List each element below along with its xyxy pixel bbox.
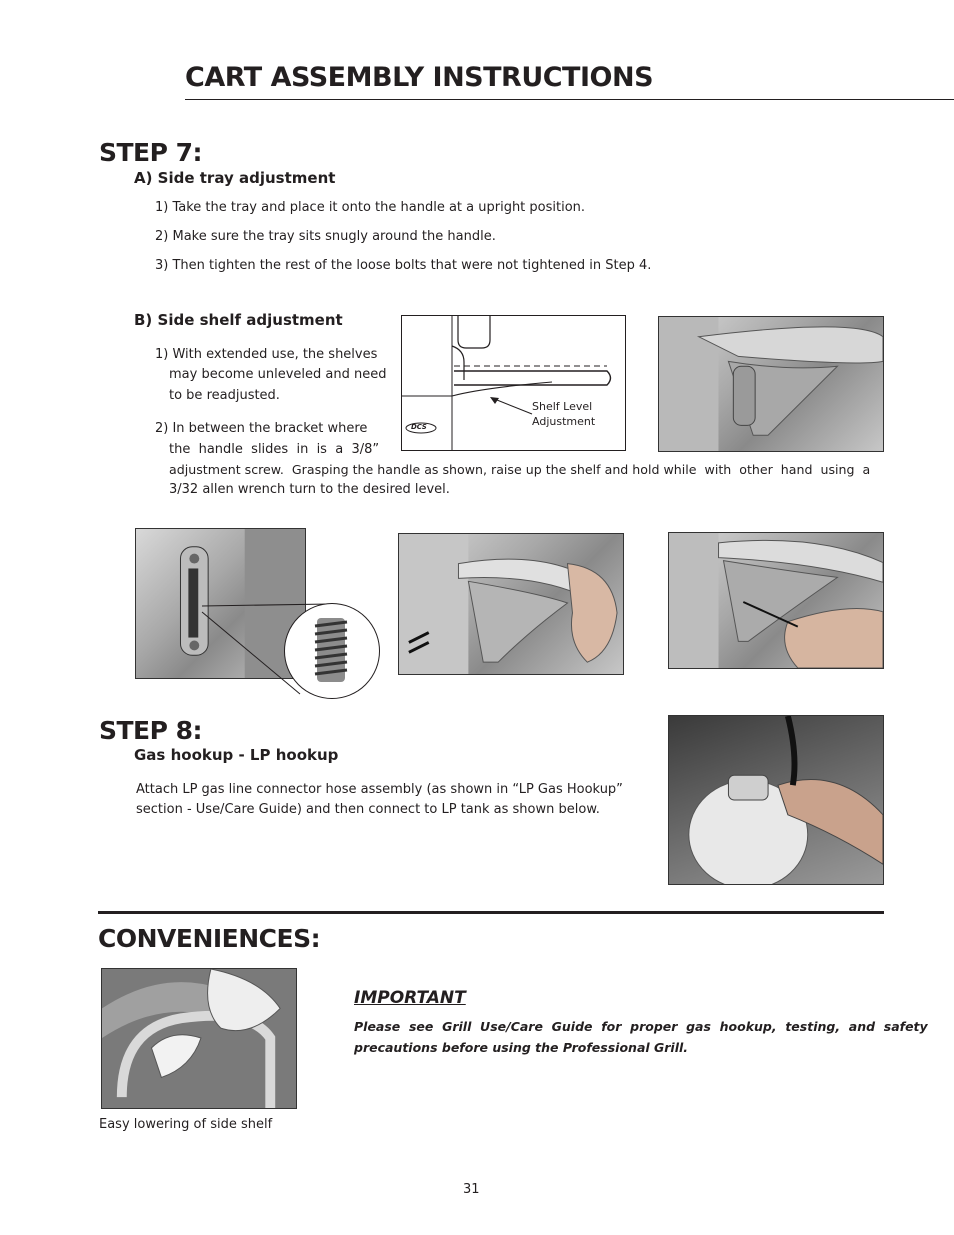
diagram-label-line2: Adjustment xyxy=(532,415,596,428)
step7-partB-item1-line2: may become unleveled and need xyxy=(169,367,387,382)
step7-partB-heading: B) Side shelf adjustment xyxy=(134,311,343,329)
step7-partA-heading: A) Side tray adjustment xyxy=(134,169,336,187)
step8-heading: STEP 8: xyxy=(99,716,203,745)
conveniences-heading: CONVENIENCES: xyxy=(98,924,321,953)
step8-body-line2: section - Use/Care Guide) and then connect to LP tank as shown below. xyxy=(136,802,600,817)
photo-grasping-handle xyxy=(398,533,624,675)
screw-closeup-circle xyxy=(284,603,380,699)
important-body-line2: precautions before using the Professional Grill. xyxy=(354,1040,689,1055)
photo-lp-tank xyxy=(668,715,884,885)
section-divider xyxy=(98,911,884,914)
title-rule xyxy=(185,99,954,100)
dcs-logo: DCS xyxy=(411,423,427,431)
page-number: 31 xyxy=(463,1182,480,1197)
step7-partA-item-2: 2) Make sure the tray sits snugly around the handle. xyxy=(155,229,496,244)
photo-lp-tank-art xyxy=(669,716,883,884)
important-heading: IMPORTANT xyxy=(354,988,466,1008)
important-body-line1: Please see Grill Use/Care Guide for proper gas hookup, testing, and safety xyxy=(354,1019,928,1034)
step7-partB-item1-line3: to be readjusted. xyxy=(169,388,280,403)
photo-allen-wrench-art xyxy=(669,533,883,668)
screw-closeup-art xyxy=(285,604,379,698)
shelf-diagram-drawing xyxy=(402,316,625,450)
photo-shelf-bracket-art xyxy=(659,317,883,451)
diagram-label-line1: Shelf Level xyxy=(532,400,593,413)
step7-partB-item2-line4: 3/32 allen wrench turn to the desired level. xyxy=(169,482,450,497)
step8-subheading: Gas hookup - LP hookup xyxy=(134,746,339,764)
page-title: CART ASSEMBLY INSTRUCTIONS xyxy=(185,62,654,93)
photo-caption: Easy lowering of side shelf xyxy=(99,1117,273,1132)
step7-partA-item-3: 3) Then tighten the rest of the loose bolts that were not tightened in Step 4. xyxy=(155,258,652,273)
step7-heading: STEP 7: xyxy=(99,138,203,167)
step8-body-line1: Attach LP gas line connector hose assembly (as shown in “LP Gas Hookup” xyxy=(136,782,623,797)
step7-partA-item-1: 1) Take the tray and place it onto the handle at a upright position. xyxy=(155,200,586,215)
photo-shelf-bracket xyxy=(658,316,884,452)
photo-allen-wrench xyxy=(668,532,884,669)
shelf-level-diagram xyxy=(401,315,626,451)
photo-lowering-shelf xyxy=(101,968,297,1109)
photo-grasping-handle-art xyxy=(399,534,623,674)
step7-partB-item2-line2: the handle slides in is a 3/8” xyxy=(169,442,380,457)
step7-partB-item1-line1: 1) With extended use, the shelves xyxy=(155,347,378,362)
step7-partB-item2-line3: adjustment screw. Grasping the handle as shown, raise up the shelf and hold while with other hand using a xyxy=(169,462,871,477)
step7-partB-item2-line1: 2) In between the bracket where xyxy=(155,421,368,436)
photo-lowering-shelf-art xyxy=(102,969,296,1108)
